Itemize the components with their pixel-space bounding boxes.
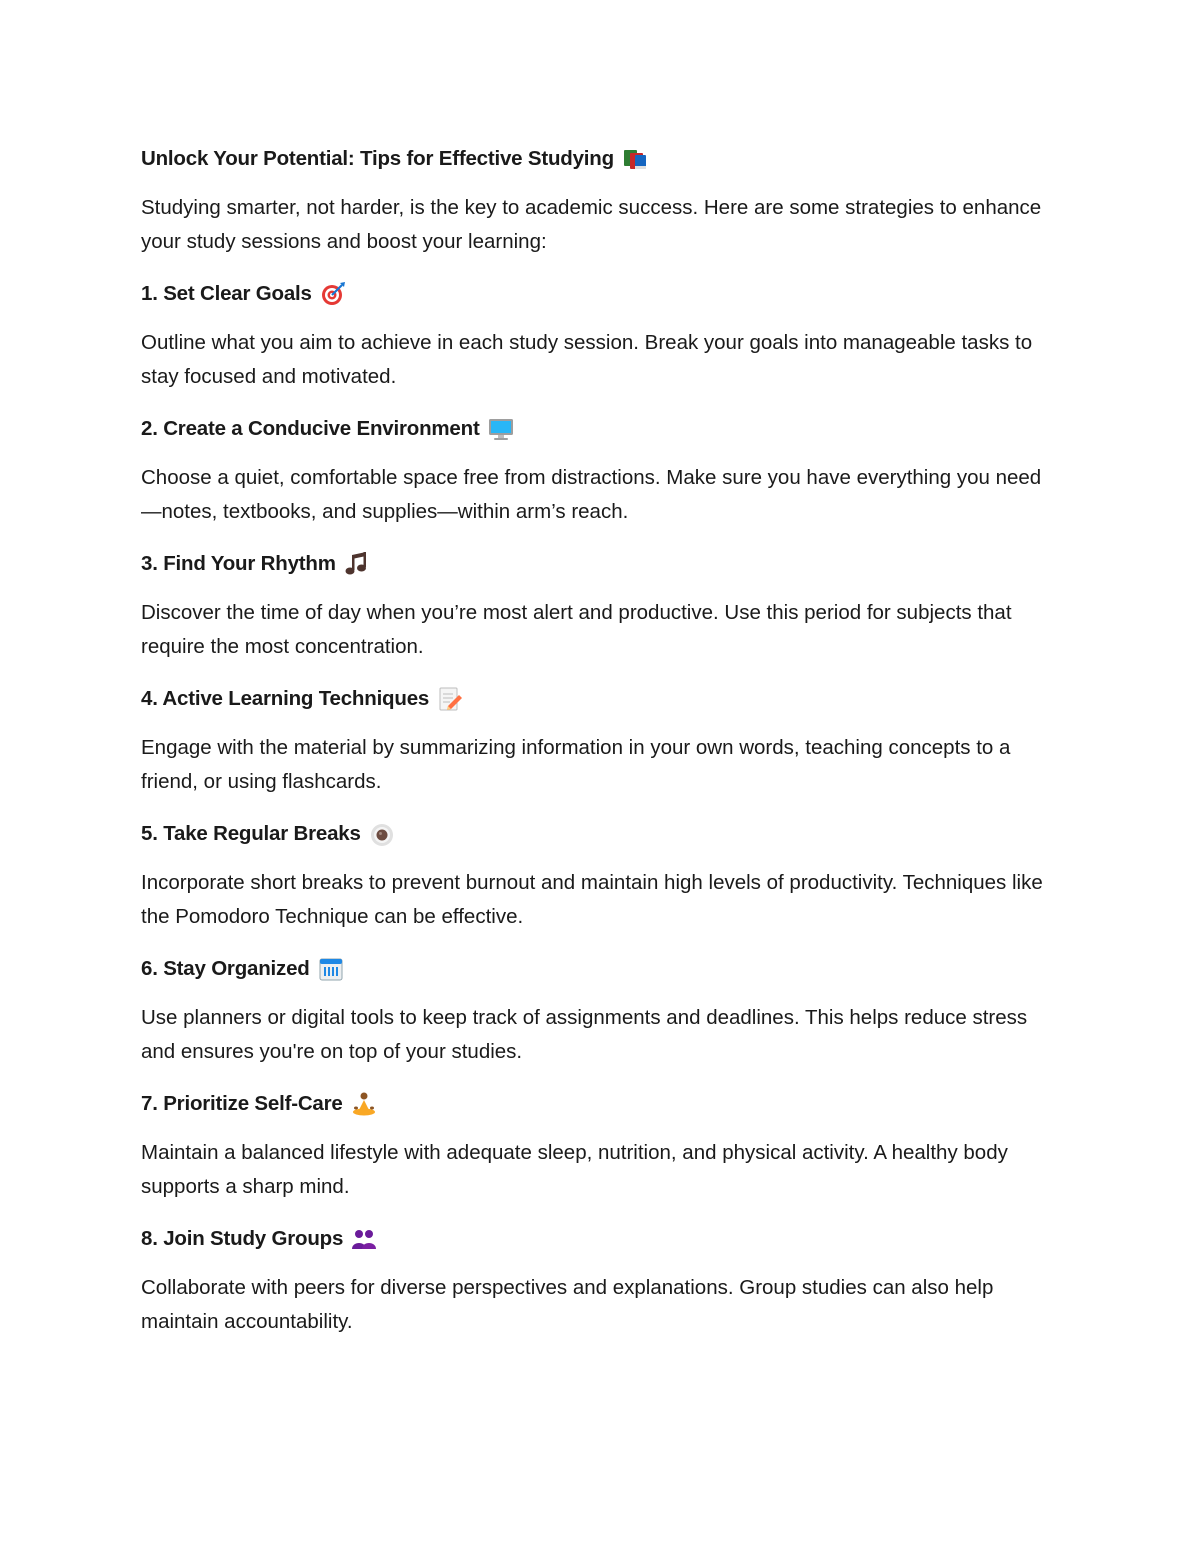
section-body: Use planners or digital tools to keep track of assignments and deadlines. This helps reduce stress and ensures you're on top of your studies. xyxy=(141,1006,1028,1063)
document-title xyxy=(141,142,1060,176)
section-set-clear-goals xyxy=(141,277,1060,394)
section-heading-text: 6. Stay Organized xyxy=(141,957,310,980)
section-heading-text: 3. Find Your Rhythm xyxy=(141,552,336,575)
target-dart-icon xyxy=(320,281,346,307)
section-heading-text: 5. Take Regular Breaks xyxy=(141,822,361,845)
section-heading xyxy=(141,277,1060,311)
meditation-person-icon xyxy=(351,1091,377,1117)
section-heading-text: 4. Active Learning Techniques xyxy=(141,687,430,710)
section-body: Maintain a balanced lifestyle with adequate sleep, nutrition, and physical activity. A healthy body supports a sharp mind. xyxy=(141,1141,1008,1198)
document-title-text: Unlock Your Potential: Tips for Effective Studying xyxy=(141,147,614,170)
section-heading xyxy=(141,1222,1060,1256)
section-body: Choose a quiet, comfortable space free from distractions. Make sure you have everything you need—notes, textbooks, and supplies—within arm’s reach. xyxy=(141,466,1042,523)
section-heading-text: 1. Set Clear Goals xyxy=(141,282,312,305)
section-regular-breaks xyxy=(141,817,1060,934)
section-heading xyxy=(141,412,1060,446)
memo-pencil-icon xyxy=(437,686,463,712)
section-stay-organized xyxy=(141,952,1060,1069)
document-intro: Studying smarter, not harder, is the key to academic success. Here are some strategies to enhance your study sessions and boost your learning: xyxy=(141,196,1042,253)
section-find-your-rhythm xyxy=(141,547,1060,664)
section-heading-text: 8. Join Study Groups xyxy=(141,1227,344,1250)
section-conducive-environment xyxy=(141,412,1060,529)
section-heading-text: 2. Create a Conducive Environment xyxy=(141,417,480,440)
music-notes-icon xyxy=(344,551,370,577)
section-body: Incorporate short breaks to prevent burnout and maintain high levels of productivity. Techniques like the Pomodoro Technique can be effective. xyxy=(141,871,1043,928)
group-people-icon xyxy=(351,1226,377,1252)
section-active-learning xyxy=(141,682,1060,799)
books-icon xyxy=(622,146,648,172)
section-study-groups xyxy=(141,1222,1060,1339)
section-heading xyxy=(141,547,1060,581)
section-heading xyxy=(141,1087,1060,1121)
coffee-cup-icon xyxy=(369,821,395,847)
section-heading-text: 7. Prioritize Self-Care xyxy=(141,1092,343,1115)
section-body: Discover the time of day when you’re most alert and productive. Use this period for subjects that require the most concentration. xyxy=(141,601,1012,658)
section-heading xyxy=(141,952,1060,986)
section-body: Engage with the material by summarizing information in your own words, teaching concepts to a friend, or using flashcards. xyxy=(141,736,1011,793)
section-body: Outline what you aim to achieve in each study session. Break your goals into manageable tasks to stay focused and motivated. xyxy=(141,331,1033,388)
section-heading xyxy=(141,817,1060,851)
calendar-icon xyxy=(318,956,344,982)
section-self-care xyxy=(141,1087,1060,1204)
section-heading xyxy=(141,682,1060,716)
section-body: Collaborate with peers for diverse perspectives and explanations. Group studies can also help maintain accountability. xyxy=(141,1276,994,1333)
desktop-computer-icon xyxy=(488,416,514,442)
